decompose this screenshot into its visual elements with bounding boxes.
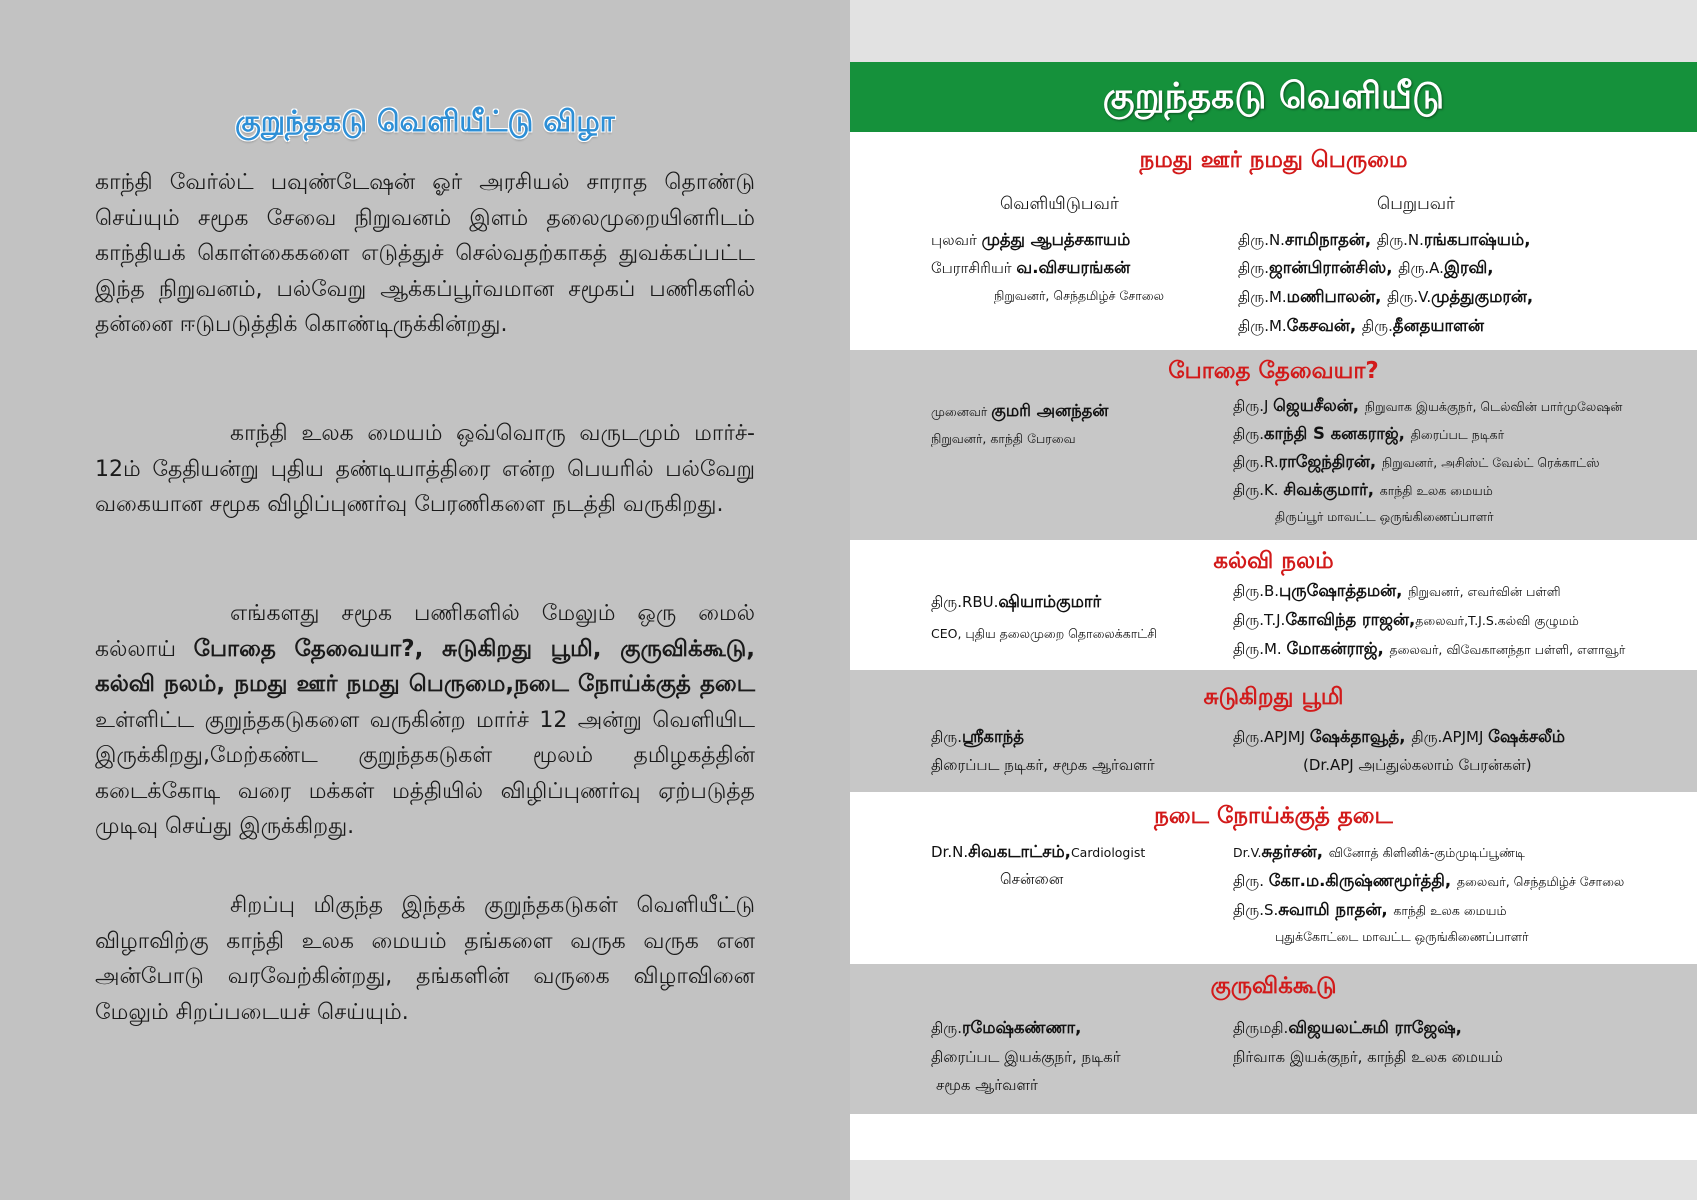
r: காந்தி உலக மையம் [1379, 483, 1493, 498]
s6-releaser-role: திரைப்பட இயக்குநர், நடிகர் [931, 1048, 1121, 1066]
s2-receiver-4-role: திருப்பூர் மாவட்ட ஒருங்கிணைப்பாளர் [1275, 509, 1494, 524]
r: நிறுவனர், எவர்வின் பள்ளி [1408, 584, 1561, 599]
n: ஷேக்தாவூத், [1309, 727, 1412, 746]
welcome-paragraph [95, 888, 755, 1030]
t: திரு. [1233, 425, 1264, 443]
releaser-2-title: பேராசிரியர் [931, 259, 1017, 277]
s4-releaser [931, 727, 1024, 749]
t: திரு.M. [1238, 288, 1287, 306]
s5-receiver-3-role: புதுக்கோட்டை மாவட்ட ஒருங்கிணைப்பாளர் [1275, 929, 1529, 944]
t: திரு. [1361, 317, 1393, 335]
event-title: குறுந்தகடு வெளியீட்டு விழா [235, 104, 615, 138]
cd-paragraph [95, 596, 755, 845]
n: சுவாமி நாதன், [1278, 900, 1394, 919]
t: திரு.RBU. [931, 593, 999, 611]
s6-releaser [931, 1018, 1081, 1040]
t: திரு.R. [1233, 453, 1279, 471]
cd-titles: போதை தேவையா?, சுடுகிறது பூமி, குருவிக்கூடு, கல்வி நலம், நமது ஊர் நமது பெருமை,நடை நோய்க்குத் தடை [95, 635, 756, 697]
s5-releaser [931, 842, 1145, 864]
welcome-paragraph-text: சிறப்பு மிகுந்த இந்தக் குறுந்தகடுகள் வெளியீட்டு விழாவிற்கு காந்தி உலக மையம் தங்களை வருக வருக என அன்போடு வரவேற்கின்றது, தங்களின் வருகை விழாவினை மேலும் சிறப்படையச் செய்யும். [95, 893, 755, 1025]
n: ரமேஷ்கண்ணா, [961, 1018, 1082, 1037]
s2-releaser [931, 401, 1108, 423]
t: திரு.APJMJ [1233, 728, 1310, 746]
n: இரவி, [1443, 258, 1494, 277]
n: ஸ்ரீகாந்த் [961, 727, 1024, 746]
t: திரு.S. [1233, 901, 1279, 919]
r: வினோத் கிளினிக்-கும்முடிப்பூண்டி [1328, 845, 1525, 860]
t: திரு.B. [1233, 582, 1280, 600]
releaser-2 [931, 258, 1130, 280]
r: காந்தி உலக மையம் [1393, 903, 1507, 918]
t: திரு.M. [1238, 317, 1287, 335]
t: திரு. [1238, 259, 1269, 277]
n: தீனதயாளன் [1392, 316, 1485, 335]
releaser-2-role: நிறுவனர், செந்தமிழ்ச் சோலை [994, 288, 1164, 303]
t: திரு.APJMJ [1411, 728, 1489, 746]
s2-receiver-3 [1233, 452, 1600, 474]
n: சிவகடாட்சம், [968, 842, 1071, 861]
t: Dr.V. [1233, 845, 1262, 860]
n: ஷியாம்குமார் [998, 592, 1102, 611]
n: முத்துகுமரன், [1431, 287, 1534, 306]
n: ஜான்பிரான்சிஸ், [1268, 258, 1399, 277]
march-paragraph [95, 416, 755, 523]
label-releaser: வெளியிடுபவர் [1000, 194, 1119, 214]
s6-receiver-1 [1233, 1018, 1462, 1040]
t: திரு.N. [1238, 231, 1285, 249]
section-title-sudugirathu: சுடுகிறது பூமி [1203, 684, 1344, 710]
n: மோகன்ராஜ், [1286, 639, 1390, 658]
r: திரைப்பட நடிகர் [1410, 427, 1505, 442]
s5-receiver-2 [1233, 871, 1624, 893]
n: விஜயலட்சுமி ராஜேஷ், [1288, 1018, 1462, 1037]
n: குமரி அனந்தன் [991, 401, 1109, 420]
s6-receiver-role: நிர்வாக இயக்குநர், காந்தி உலக மையம் [1233, 1048, 1503, 1066]
t: திரு.M. [1233, 640, 1287, 658]
r: தலைவர்,T.J.S.கல்வி குழுமம் [1415, 613, 1579, 628]
release-header: குறுந்தகடு வெளியீடு [850, 62, 1697, 132]
receiver-line-2 [1238, 258, 1494, 280]
t: திரு.K. [1233, 481, 1284, 499]
n: சிவக்குமார், [1283, 480, 1380, 499]
section-title-kuruvi: குருவிக்கூடு [1210, 973, 1337, 999]
s3-releaser [931, 592, 1101, 614]
n: கோ.ம.கிருஷ்ணமூர்த்தி, [1268, 871, 1457, 890]
march-paragraph-text: காந்தி உலக மையம் ஒவ்வொரு வருடமும் மார்ச்- 12ம் தேதியன்று புதிய தண்டியாத்திரை என்ற பெயரில் பல்வேறு வகையான சமூக விழிப்புணர்வு பேரணிகளை நடத்தி வருகிறது. [95, 421, 755, 517]
s6-releaser-role-2: சமூக ஆர்வளர் [936, 1076, 1038, 1094]
s4-receiver-1 [1233, 727, 1565, 749]
n: சாமிநாதன், [1284, 230, 1377, 249]
receiver-line-3 [1238, 287, 1533, 309]
r: தலைவர், செந்தமிழ்ச் சோலை [1456, 874, 1625, 889]
releaser-1 [931, 230, 1130, 252]
t: திரு.N. [1376, 231, 1424, 249]
r: நிறுவாக இயக்குநர், டெல்வின் பார்முலேஷன் [1364, 399, 1623, 414]
t: திரு. [931, 728, 962, 746]
t: திரு.A. [1398, 259, 1444, 277]
releaser-1-title: புலவர் [931, 231, 982, 249]
n: மணிபாலன், [1286, 287, 1388, 306]
s5-releaser-city: சென்னை [1000, 870, 1064, 888]
s4-receiver-role: (Dr.APJ அப்துல்கலாம் பேரன்கள்) [1303, 756, 1532, 774]
n: ஜெயசீலன், [1273, 396, 1365, 415]
t: Dr.N. [931, 843, 969, 861]
releaser-1-name: முத்து ஆபத்சகாயம் [981, 230, 1131, 249]
t: திரு. [931, 1019, 962, 1037]
r: நிறுவனர், அசிஸ்ட் வேல்ட் ரெக்காட்ஸ் [1381, 455, 1600, 470]
t: திருமதி. [1233, 1019, 1289, 1037]
intro-paragraph: காந்தி வேர்ல்ட் பவுண்டேஷன் ஓர் அரசியல் சாராத தொண்டு செய்யும் சமூக சேவை நிறுவனம் இளம் தலைமுறையினரிடம் காந்தியக் கொள்கைகளை எடுத்துச் செல்வதற்காகத் துவக்கப்பட்ட இந்த நிறுவனம், பல்வேறு ஆக்கப்பூர்வமான சமூகப் பணிகளில் தன்னை ஈடுபடுத்திக் கொண்டிருக்கின்றது. [95, 170, 755, 337]
n: ரங்கபாஷ்யம், [1423, 230, 1531, 249]
label-receiver: பெறுபவர் [1377, 194, 1455, 214]
receiver-line-4 [1238, 316, 1484, 338]
s5-receiver-3 [1233, 900, 1507, 922]
bottom-band [850, 1160, 1697, 1200]
r: தலைவர், விவேகானந்தா பள்ளி, எளாவூர் [1389, 642, 1626, 657]
section-title-kalvi: கல்வி நலம் [1213, 548, 1334, 574]
s3-releaser-role: CEO, புதிய தலைமுறை தொலைக்காட்சி [931, 626, 1158, 641]
s2-releaser-role: நிறுவனர், காந்தி பேரவை [931, 431, 1076, 446]
s2-receiver-1 [1233, 396, 1622, 418]
t: முனைவர் [931, 404, 992, 419]
right-panel [850, 0, 1697, 1200]
section-title-pothai: போதை தேவையா? [1168, 358, 1379, 384]
cd-paragraph-end: உள்ளிட்ட குறுந்தகடுகளை வருகின்ற மார்ச் 12 அன்று வெளியிட இருக்கிறது,மேற்கண்ட குறுந்தகடுகள் மூலம் தமிழகத்தின் கடைக்கோடி வரை மக்கள் மத்தியில் விழிப்புணர்வு ஏற்படுத்த முடிவு செய்து இருக்கிறது. [95, 707, 755, 839]
t: திரு.T.J. [1233, 611, 1286, 629]
section-title-namathu-oor: நமது ஊர் நமது பெருமை [1139, 147, 1408, 173]
s3-receiver-1 [1233, 581, 1561, 603]
n: புருஷோத்தமன், [1279, 581, 1409, 600]
r: Cardiologist [1070, 845, 1146, 860]
s3-receiver-3 [1233, 639, 1625, 661]
t: திரு.V. [1387, 288, 1432, 306]
receiver-line-1 [1238, 230, 1530, 252]
section-bg-7 [850, 1114, 1697, 1160]
n: ராஜேந்திரன், [1278, 452, 1382, 471]
n: சுதர்சன், [1261, 842, 1329, 861]
top-band [850, 0, 1697, 62]
s2-receiver-2 [1233, 424, 1504, 446]
t: திரு. [1233, 872, 1269, 890]
s3-receiver-2 [1233, 610, 1579, 632]
s4-releaser-role: திரைப்பட நடிகர், சமூக ஆர்வளர் [931, 756, 1155, 774]
cd-paragraph-start: எங்களது சமூக பணிகளில் மேலும் ஒரு மைல் கல்லாய் [95, 601, 755, 662]
n: கேசவன், [1286, 316, 1362, 335]
s2-receiver-4 [1233, 480, 1493, 502]
s5-receiver-1 [1233, 842, 1525, 864]
releaser-2-name: வ.விசயரங்கன் [1016, 258, 1131, 277]
n: ஷேக்சலீம் [1488, 727, 1566, 746]
t: திரு.J [1233, 397, 1274, 415]
section-title-nadai: நடை நோய்க்குத் தடை [1154, 803, 1393, 829]
n: காந்தி S கனகராஜ், [1263, 424, 1411, 443]
n: கோவிந்த ராஜன், [1285, 610, 1416, 629]
